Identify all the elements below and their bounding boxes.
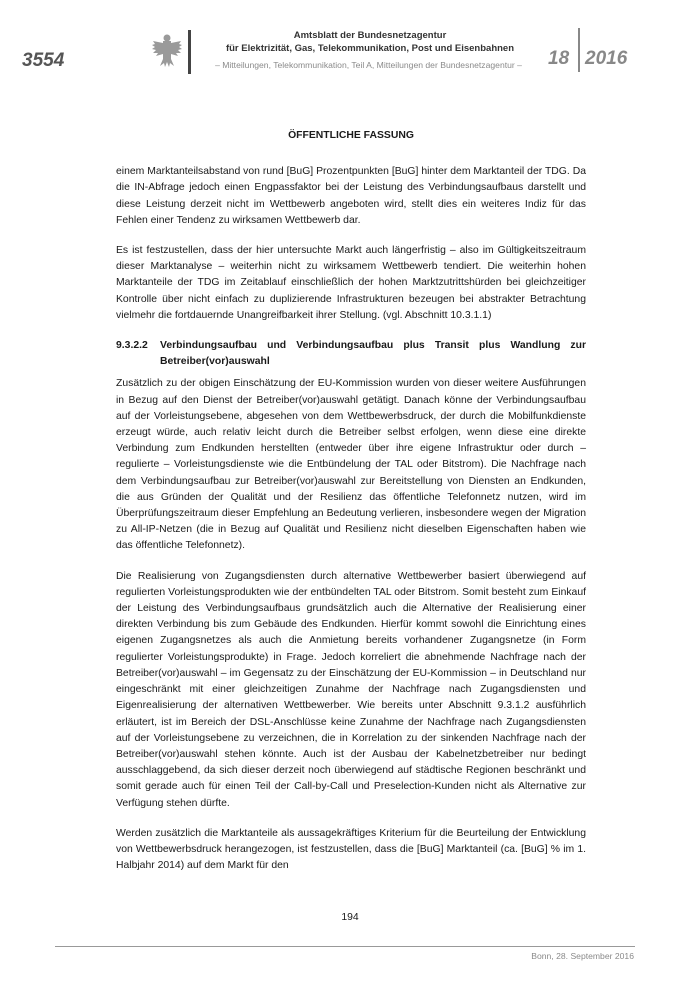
section-number: 9.3.2.2 [116, 340, 148, 352]
issue-year: 2016 [585, 48, 628, 69]
paragraph: Werden zusätzlich die Marktanteile als aussagekräftiges Kriterium für die Beurteilung der Entwicklung von Wettbewerbsdruck herangezogen, ist festzustellen, dass die [BuG] Marktanteil (ca. [BuG] % im 1. Halbjahr 2014) auf dem Markt für den [116, 827, 586, 872]
footer-divider [55, 946, 635, 947]
paragraph: einem Marktanteilsabstand von rund [BuG] Prozentpunkten [BuG] hinter dem Marktanteil der TDG. Da die IN-Abfrage jedoch einen Engpassfaktor bei der Leistung des Verbindungsaufbaus darstellt und diese Leistung derzeit nicht im Wettbewerb angeboten wird, stellt dies ein weiteres Indiz für das Fehlen einer Tendenz zu wirksamen Wettbewerb dar. [116, 166, 586, 226]
gazette-subtitle: für Elektrizität, Gas, Telekommunikation, Post und Eisenbahnen [225, 43, 515, 54]
page-number-top: 3554 [22, 50, 65, 71]
header-divider [188, 30, 191, 74]
paragraph: Es ist festzustellen, dass der hier untersuchte Markt auch längerfristig – also im Gültigkeitszeitraum dieser Marktanalyse – weiterhin nicht zu wirksamem Wettbewerb tendiert. Die weiterhin hohen Marktanteile der TDG im Zeitablauf einschließlich der hohen Marktzutrittshürden bei gleichzeitiger Kontrolle über nicht einfach zu duplizierende Infrastrukturen bezeugen bei abstrakter Betrachtung vielmehr die fortdauernde Unangreifbarkeit ihrer Stellung. (vgl. Abschnitt 10.3.1.1) [116, 245, 586, 321]
federal-eagle-icon [150, 32, 184, 70]
section-heading [116, 338, 586, 370]
page-number-bottom: 194 [341, 912, 359, 923]
paragraph: Zusätzlich zu der obigen Einschätzung der EU-Kommission wurden von dieser weitere Ausführungen in Bezug auf den Dienst der Betreiber(vor)auswahl getätigt. Danach könne der Verbindungsaufbau auf der Vorleistungsebene, abgesehen von dem Wettbewerbsdruck, der durch die Mobilfunkdienste erzeugt würde, auch relativ leicht durch die Betreiber selbst erfolgen, wenn diese eine direkte Verbindung zum Endkunden herstellten (entweder über ihre eigene Infrastruktur oder durch – regulierte – Vorleistungsdienste wie die Entbündelung der TAL oder Bitstrom). Die Nachfrage nach dem Verbindungsaufbau zur Betreiber(vor)auswahl zur Bereitstellung von Diensten an Endkunden, die aus Gründen der Qualität und der Resilienz das öffentliche Telefonnetz nutzen, wird im Überprüfungszeitraum dieser Empfehlung an Bedeutung verlieren, insbesondere wegen der Migration zu All-IP-Netzen (die in Bezug auf Qualität und Resilienz nicht dieselben Eigenschaften haben wie das öffentliche Telefonnetz). [116, 378, 586, 552]
issue-divider [578, 28, 580, 72]
footer-date: Bonn, 28. September 2016 [531, 951, 634, 961]
gazette-section: – Mitteilungen, Telekommunikation, Teil A, Mitteilungen der Bundesnetzagentur – [215, 60, 522, 70]
public-version-label: ÖFFENTLICHE FASSUNG [288, 130, 414, 141]
gazette-title: Amtsblatt der Bundesnetzagentur [293, 30, 447, 41]
paragraph: Die Realisierung von Zugangsdiensten durch alternative Wettbewerber basiert überwiegend auf regulierten Vorleistungsprodukten wie der entbündelten TAL oder Bitstrom. Somit besteht zum Einkauf der Leistung des Verbindungsaufbaus grundsätzlich auch die Alternative der Realisierung einer direkten Verbindung bis zum Gebäude des Endkunden. Hierfür kommt sowohl die Einrichtung eines eigenen Zugangsnetzes als auch die Anmietung bereits vorhandener Zugangsnetze (in Form regulierter Vorleistungsprodukte) in Frage. Jedoch korreliert die abnehmende Nachfrage nach der Betreiber(vor)auswahl – im Gegensatz zu der Einschätzung der EU-Kommission – in Deutschland nur eingeschränkt mit einer gleichzeitigen Zunahme der Nachfrage nach Zugangsdiensten und Eigenrealisierung der alternativen Wettbewerber. Wie bereits unter Abschnitt 9.3.1.2 ausführlich erläutert, ist im Bereich der DSL-Anschlüsse keine Zunahme der Nachfrage nach Zugangsdiensten auf der Vorleistungsebene zu verzeichnen, die in Korrelation zu der sinkenden Nachfrage nach der Betreiber(vor)auswahl stehen könnte. Auch ist der Ausbau der Kabelnetzbetreiber nur bedingt ausschlaggebend, da sich dieser derzeit noch überwiegend auf städtische Regionen beschränkt und somit gerade auch für einen Teil der Call-by-Call und Preselection-Kunden nicht als Alternative zur Verfügung stehen dürfte. [116, 570, 586, 809]
section-title: Verbindungsaufbau und Verbindungsaufbau plus Transit plus Wandlung zur Betreiber(vor)auswahl [160, 340, 586, 368]
document-body [116, 128, 586, 888]
issue-number: 18 [548, 48, 570, 69]
